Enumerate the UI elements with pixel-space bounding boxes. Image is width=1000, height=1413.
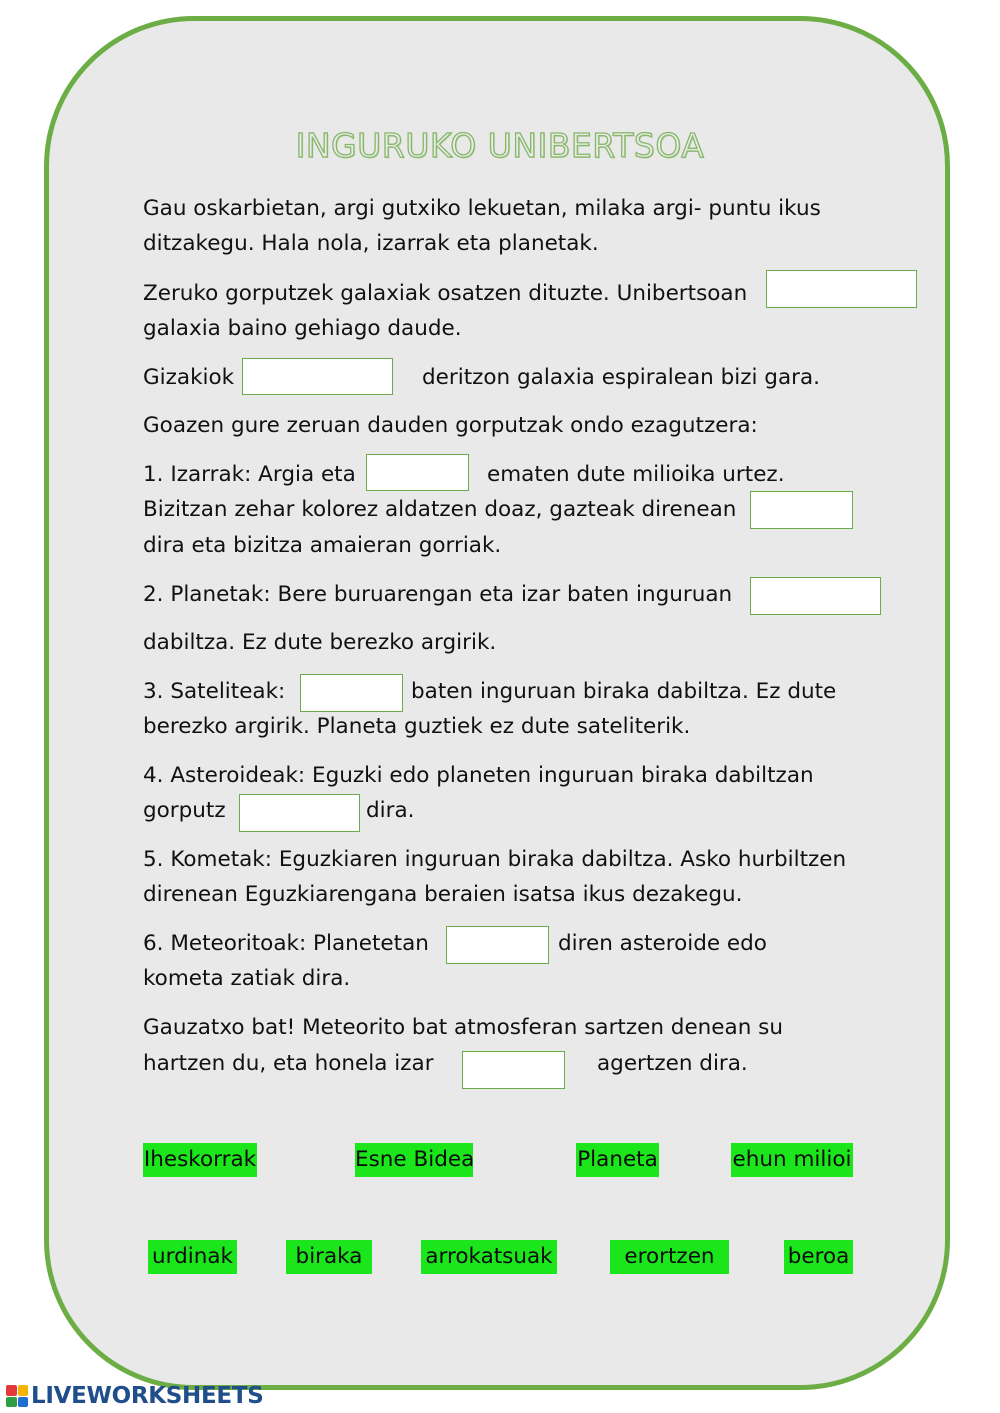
answer-chip-beroa[interactable]: beroa — [784, 1240, 853, 1274]
text-line: galaxia baino gehiago daude. — [143, 316, 462, 341]
liveworksheets-logo-icon — [6, 1385, 28, 1407]
answer-box-2[interactable] — [242, 358, 393, 395]
text-line: berezko argirik. Planeta guztiek ez dute sateliterik. — [143, 714, 691, 739]
text-line: baten inguruan biraka dabiltza. Ez dute — [411, 679, 837, 704]
answer-box-8[interactable] — [446, 926, 549, 964]
text-line: 2. Planetak: Bere buruarengan eta izar baten inguruan — [143, 582, 733, 607]
text-line: agertzen dira. — [597, 1051, 748, 1076]
text-line: 1. Izarrak: Argia eta — [143, 462, 356, 487]
answer-chip-biraka[interactable]: biraka — [286, 1240, 372, 1274]
answer-chip-planeta[interactable]: Planeta — [576, 1143, 659, 1177]
answer-chip-iheskorrak[interactable]: Iheskorrak — [143, 1143, 257, 1177]
answer-box-3[interactable] — [366, 454, 469, 491]
text-line: direnean Eguzkiarengana beraien isatsa ikus dezakegu. — [143, 882, 743, 907]
liveworksheets-logo[interactable] — [6, 1383, 263, 1409]
answer-box-9[interactable] — [462, 1051, 565, 1089]
answer-chip-ehun-milioi[interactable]: ehun milioi — [731, 1143, 853, 1177]
text-line: diren asteroide edo — [558, 931, 767, 956]
text-line: 5. Kometak: Eguzkiaren inguruan biraka dabiltza. Asko hurbiltzen — [143, 847, 847, 872]
answer-chip-arrokatsuak[interactable]: arrokatsuak — [421, 1240, 557, 1274]
page-title: INGURUKO UNIBERTSOA — [295, 126, 705, 165]
text-line: Goazen gure zeruan dauden gorputzak ondo ezagutzera: — [143, 413, 758, 438]
text-line: Gau oskarbietan, argi gutxiko lekuetan, milaka argi- puntu ikus — [143, 196, 821, 221]
text-line: 4. Asteroideak: Eguzki edo planeten inguruan biraka dabiltzan — [143, 763, 814, 788]
brand-name: LIVEWORKSHEETS — [31, 1383, 264, 1409]
answer-box-4[interactable] — [750, 491, 853, 529]
answer-chip-erortzen[interactable]: erortzen — [610, 1240, 729, 1274]
text-line: ematen dute milioika urtez. — [487, 462, 785, 487]
text-line: kometa zatiak dira. — [143, 966, 351, 991]
answer-box-7[interactable] — [239, 794, 360, 832]
text-line: deritzon galaxia espiralean bizi gara. — [422, 365, 820, 390]
text-line: 3. Sateliteak: — [143, 679, 286, 704]
text-line: Gauzatxo bat! Meteorito bat atmosferan sartzen denean su — [143, 1015, 784, 1040]
answer-chip-esne-bidea[interactable]: Esne Bidea — [355, 1143, 473, 1177]
text-line: dira eta bizitza amaieran gorriak. — [143, 533, 502, 558]
answer-box-5[interactable] — [750, 577, 881, 615]
text-line: dabiltza. Ez dute berezko argirik. — [143, 630, 497, 655]
answer-chip-urdinak[interactable]: urdinak — [148, 1240, 237, 1274]
text-line: Bizitzan zehar kolorez aldatzen doaz, gazteak direnean — [143, 497, 737, 522]
text-line: 6. Meteoritoak: Planetetan — [143, 931, 429, 956]
text-line: ditzakegu. Hala nola, izarrak eta planetak. — [143, 231, 599, 256]
text-line: Zeruko gorputzek galaxiak osatzen dituzte. Unibertsoan — [143, 281, 748, 306]
text-line: Gizakiok — [143, 365, 235, 390]
text-line: hartzen du, eta honela izar — [143, 1051, 434, 1076]
text-line: gorputz — [143, 798, 226, 823]
text-line: dira. — [366, 798, 415, 823]
answer-box-1[interactable] — [766, 270, 917, 308]
answer-box-6[interactable] — [300, 674, 403, 712]
